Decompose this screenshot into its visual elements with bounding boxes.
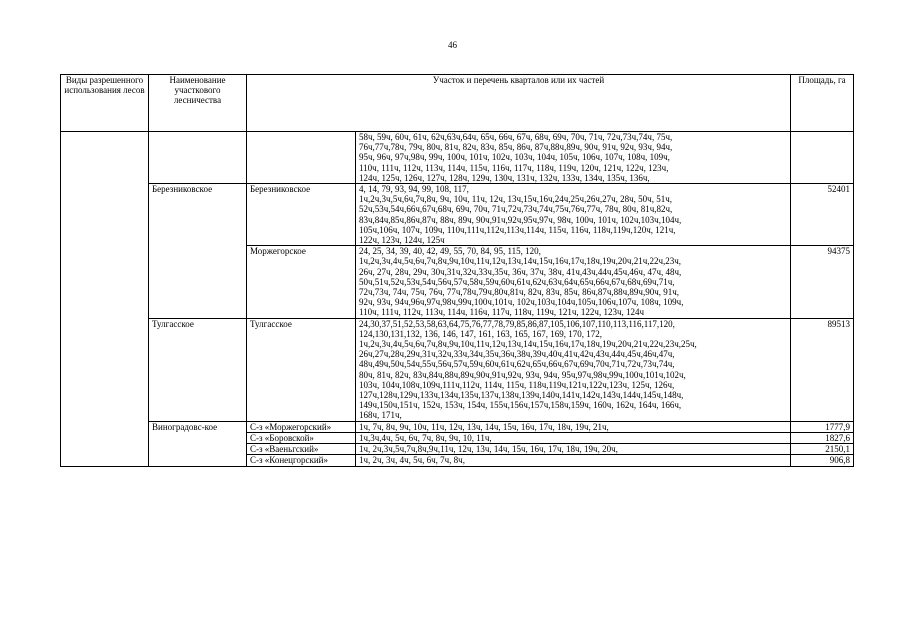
quarters-list-cell bbox=[356, 421, 791, 432]
quarters-line: 1ч,3ч,4ч, 5ч, 6ч, 7ч, 8ч, 9ч, 10, 11ч, bbox=[359, 432, 492, 443]
quarters-line: 1ч, 2ч, 3ч, 4ч, 5ч, 6ч, 7ч, 8ч, bbox=[359, 455, 465, 466]
quarters-line: 76ч,77ч,78ч, 79ч, 80ч, 81ч, 82ч, 83ч, 85ч, 86ч, 87ч,88ч,89ч, 90ч, 91ч, 92ч, 93ч, 94ч, bbox=[359, 142, 673, 153]
area-cell: 906,8 bbox=[791, 455, 854, 466]
quarters-line: 50ч,51ч,52ч,53ч,54ч,56ч,57ч,58ч,59ч,60ч,61ч,62ч,63ч,64ч,65ч,66ч,67ч,68ч,69ч,71ч, bbox=[359, 276, 675, 287]
quarters-line: 24,30,37,51,52,53,58,63,64,75,76,77,78,79,85,86,87,105,106,107,110,113,116,117,120, bbox=[359, 318, 675, 329]
header-forestry-name: Наименование участкового лесничества bbox=[149, 75, 247, 132]
quarters-line: 83ч,84ч,85ч,86ч,87ч, 88ч, 89ч, 90ч,91ч,92ч,95ч,97ч, 98ч, 100ч, 101ч, 102ч,103ч,104ч, bbox=[359, 214, 682, 225]
quarters-line: 122ч, 123ч, 124ч, 125ч bbox=[359, 235, 445, 246]
page-number: 46 bbox=[448, 40, 457, 50]
table-row bbox=[61, 421, 854, 432]
plot-name-cell: С-з «Ваеньгский» bbox=[247, 444, 356, 455]
quarters-list-cell bbox=[356, 444, 791, 455]
quarters-line: 127ч,128ч,129ч,133ч,134ч,135ч,137ч,138ч,139ч,140ч,141ч,142ч,143ч,144ч,145ч,148ч, bbox=[359, 390, 684, 401]
quarters-line: 105ч,106ч, 107ч, 109ч, 110ч,111ч,112ч,113ч,114ч, 115ч, 116ч, 118ч,119ч,120ч, 121ч, bbox=[359, 224, 676, 235]
header-use-type: Виды разрешенного использования лесов bbox=[61, 75, 149, 132]
table-row bbox=[61, 318, 854, 421]
plot-name-cell: Тулгасское bbox=[247, 318, 356, 421]
table-row bbox=[61, 184, 854, 246]
quarters-line: 52ч,53ч,54ч,66ч,67ч,68ч, 69ч, 70ч, 71ч,72ч,73ч,74ч,75ч,76ч,77ч, 78ч, 80ч, 81ч,82ч, bbox=[359, 204, 673, 215]
quarters-list-cell bbox=[356, 184, 791, 246]
quarters-line: 1ч, 2ч,3ч,5ч,7ч,8ч,9ч,11ч, 12ч, 13ч, 14ч, 15ч, 16ч, 17ч, 18ч, 19ч, 20ч, bbox=[359, 444, 618, 455]
table-row bbox=[61, 132, 854, 184]
quarters-line: 103ч, 104ч,108ч,109ч,111ч,112ч, 114ч, 115ч, 118ч,119ч,121ч,122ч,123ч, 125ч, 126ч, bbox=[359, 379, 675, 390]
plot-name-cell bbox=[247, 132, 356, 184]
quarters-list-cell bbox=[356, 132, 791, 184]
quarters-line: 1ч,2ч,3ч,4ч,5ч,6ч,7ч,8ч,9ч,10ч,11ч,12ч,13ч,14ч,15ч,16ч,17ч,18ч,19ч,20ч,21ч,22ч,23ч,25ч, bbox=[359, 339, 697, 350]
plot-name-cell: Березниковское bbox=[247, 184, 356, 246]
quarters-list-cell bbox=[356, 432, 791, 443]
area-cell: 1827,6 bbox=[791, 432, 854, 443]
quarters-line: 26ч, 27ч, 28ч, 29ч, 30ч,31ч,32ч,33ч,35ч, 36ч, 37ч, 38ч, 41ч,43ч,44ч,45ч,46ч, 47ч, 48ч, bbox=[359, 266, 682, 277]
quarters-line: 95ч, 96ч, 97ч,98ч, 99ч, 100ч, 101ч, 102ч, 103ч, 104ч, 105ч, 106ч, 107ч, 108ч, 109ч, bbox=[359, 152, 670, 163]
quarters-line: 1ч, 7ч, 8ч, 9ч, 10ч, 11ч, 12ч, 13ч, 14ч, 15ч, 16ч, 17ч, 18ч, 19ч, 21ч, bbox=[359, 421, 609, 432]
area-cell: 1777,9 bbox=[791, 421, 854, 432]
quarters-line: 1ч,2ч,3ч,5ч,6ч,7ч,8ч, 9ч, 10ч, 11ч, 12ч, 13ч,15ч,16ч,24ч,25ч,26ч,27ч, 28ч, 50ч, 51ч, bbox=[359, 194, 672, 205]
forestry-name-cell bbox=[149, 132, 247, 184]
quarters-line: 110ч, 111ч, 112ч, 113ч, 114ч, 116ч, 117ч, 118ч, 119ч, 121ч, 122ч, 123ч, 124ч bbox=[359, 307, 645, 318]
area-cell bbox=[791, 132, 854, 184]
quarters-list-cell bbox=[356, 246, 791, 318]
plot-name-cell: Моржегорское bbox=[247, 246, 356, 318]
quarters-line: 168ч, 171ч, bbox=[359, 410, 402, 421]
forestry-name-cell: Березниковское bbox=[149, 184, 247, 319]
quarters-line: 110ч, 111ч, 112ч, 113ч, 114ч, 115ч, 116ч, 117ч, 118ч, 119ч, 120ч, 121ч, 122ч, 123ч, bbox=[359, 162, 669, 173]
table-header bbox=[61, 75, 854, 132]
quarters-list-cell bbox=[356, 318, 791, 421]
quarters-line: 48ч,49ч,50ч,54ч,55ч,56ч,57ч,59ч,60ч,61ч,62ч,65ч,66ч,67ч,69ч,70ч,71ч,72ч,73ч,74ч, bbox=[359, 359, 675, 370]
quarters-list-cell bbox=[356, 455, 791, 466]
quarters-line: 4, 14, 79, 93, 94, 99, 108, 117, bbox=[359, 184, 469, 195]
quarters-line: 1ч,2ч,3ч,4ч,5ч,6ч,7ч,8ч,9ч,10ч,11ч,12ч,13ч,14ч,15ч,16ч,17ч,18ч,19ч,20ч,21ч,22ч,23ч, bbox=[359, 256, 682, 267]
plot-name-cell: С-з «Моржегорский» bbox=[247, 421, 356, 432]
area-cell: 2150,1 bbox=[791, 444, 854, 455]
forestry-name-cell: Виноградовс-кое bbox=[149, 421, 247, 466]
table-body bbox=[61, 132, 854, 467]
quarters-line: 124ч, 125ч, 126ч, 127ч, 128ч, 129ч, 130ч, 131ч, 132ч, 133ч, 134ч, 135ч, 136ч, bbox=[359, 172, 650, 183]
quarters-line: 124,130,131,132, 136, 146, 147, 161, 163, 165, 167, 169, 170, 172, bbox=[359, 328, 602, 339]
header-area: Площадь, га bbox=[791, 75, 854, 132]
area-cell: 94375 bbox=[791, 246, 854, 318]
plot-name-cell: С-з «Конецгорский» bbox=[247, 455, 356, 466]
forestry-name-cell: Тулгасское bbox=[149, 318, 247, 421]
area-cell: 52401 bbox=[791, 184, 854, 246]
quarters-line: 80ч, 81ч, 82ч, 83ч,84ч,88ч,89ч,90ч,91ч,92ч, 93ч, 94ч, 95ч,97ч,98ч,99ч,100ч,101ч,102ч, bbox=[359, 369, 686, 380]
quarters-line: 26ч,27ч,28ч,29ч,31ч,32ч,33ч,34ч,35ч,36ч,38ч,39ч,40ч,41ч,42ч,43ч,44ч,45ч,46ч,47ч, bbox=[359, 349, 675, 360]
plot-name-cell: С-з «Боровской» bbox=[247, 432, 356, 443]
quarters-line: 149ч,150ч,151ч, 152ч, 153ч, 154ч, 155ч,156ч,157ч,158ч,159ч, 160ч, 162ч, 164ч, 166ч, bbox=[359, 400, 682, 411]
area-cell: 89513 bbox=[791, 318, 854, 421]
forest-use-table bbox=[60, 74, 854, 467]
quarters-line: 92ч, 93ч, 94ч,96ч,97ч,98ч,99ч,100ч,101ч, 102ч,103ч,104ч,105ч,106ч,107ч, 108ч, 109ч, bbox=[359, 297, 684, 308]
header-plot-quarters: Участок и перечень кварталов или их частей bbox=[247, 75, 791, 132]
quarters-line: 24, 25, 34, 39, 40, 42, 49, 55, 70, 84, 95, 115, 120, bbox=[359, 246, 541, 257]
quarters-line: 58ч, 59ч, 60ч, 61ч, 62ч,63ч,64ч, 65ч, 66ч, 67ч, 68ч, 69ч, 70ч, 71ч, 72ч,73ч,74ч, 75ч, bbox=[359, 132, 673, 142]
use-type-cell bbox=[61, 132, 149, 467]
quarters-line: 72ч,73ч, 74ч, 75ч, 76ч, 77ч,78ч,79ч,80ч,81ч, 82ч, 83ч, 85ч, 86ч,87ч,88ч,89ч,90ч, 91ч, bbox=[359, 287, 680, 298]
